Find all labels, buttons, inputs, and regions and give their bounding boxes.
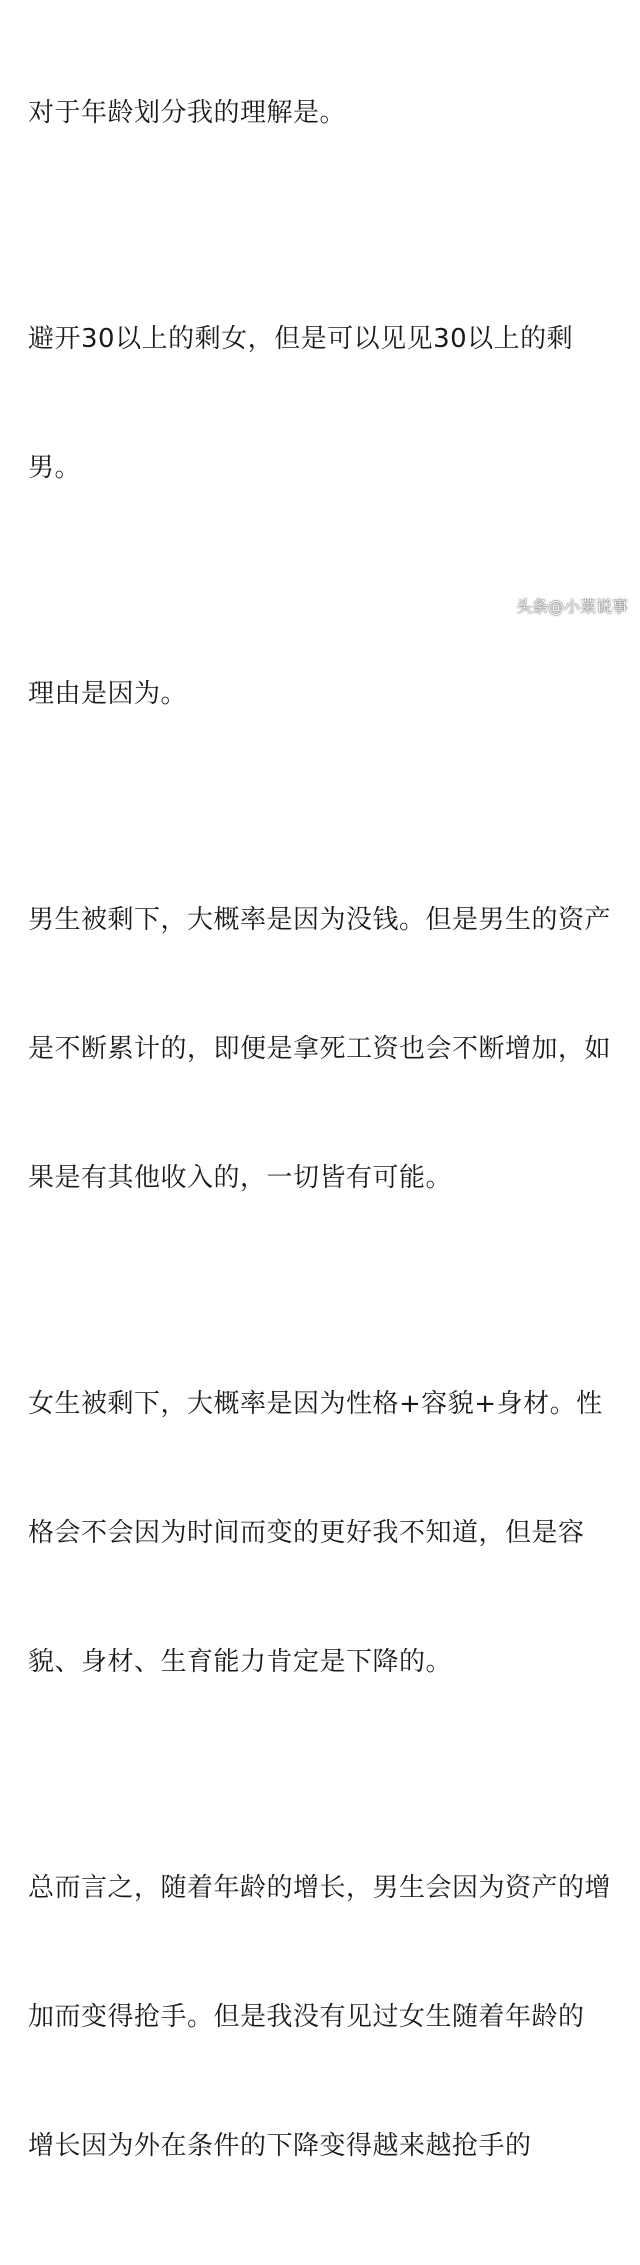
text-line: 理由是因为。: [28, 679, 188, 709]
paragraph-5: [28, 1297, 620, 1770]
text-line: 男。: [28, 453, 82, 483]
text-line: 加而变得抢手。但是我没有见过女生随着年龄的: [28, 2002, 585, 2032]
text-line: 果是有其他收入的，一切皆有可能。: [28, 1163, 453, 1193]
paragraph-1: [28, 6, 620, 221]
text-line: 避开30以上的剩女，但是可以见见30以上的剩: [28, 324, 574, 354]
text-line: 男生被剩下，大概率是因为没钱。但是男生的资产: [28, 905, 612, 935]
text-line: 格会不会因为时间而变的更好我不知道，但是容: [28, 1518, 585, 1548]
text-line: 增长因为外在条件的下降变得越来越抢手的: [28, 2131, 532, 2161]
paragraph-4: [28, 813, 620, 1286]
paragraph-6: [28, 1781, 620, 2254]
text-line: 对于年龄划分我的理解是。: [28, 98, 347, 128]
text-line: 貌、身材、生育能力肯定是下降的。: [28, 1647, 453, 1677]
watermark-text: 头条@小莱说事: [515, 597, 628, 616]
text-line: 总而言之，随着年龄的增长，男生会因为资产的增: [28, 1873, 612, 1903]
paragraph-2: [28, 232, 620, 576]
post-body: [28, 6, 620, 2265]
watermark: [516, 594, 628, 617]
text-line: 是不断累计的，即便是拿死工资也会不断增加，如: [28, 1034, 612, 1064]
text-line: 女生被剩下，大概率是因为性格+容貌+身材。性: [28, 1389, 603, 1419]
paragraph-3: [28, 587, 620, 802]
